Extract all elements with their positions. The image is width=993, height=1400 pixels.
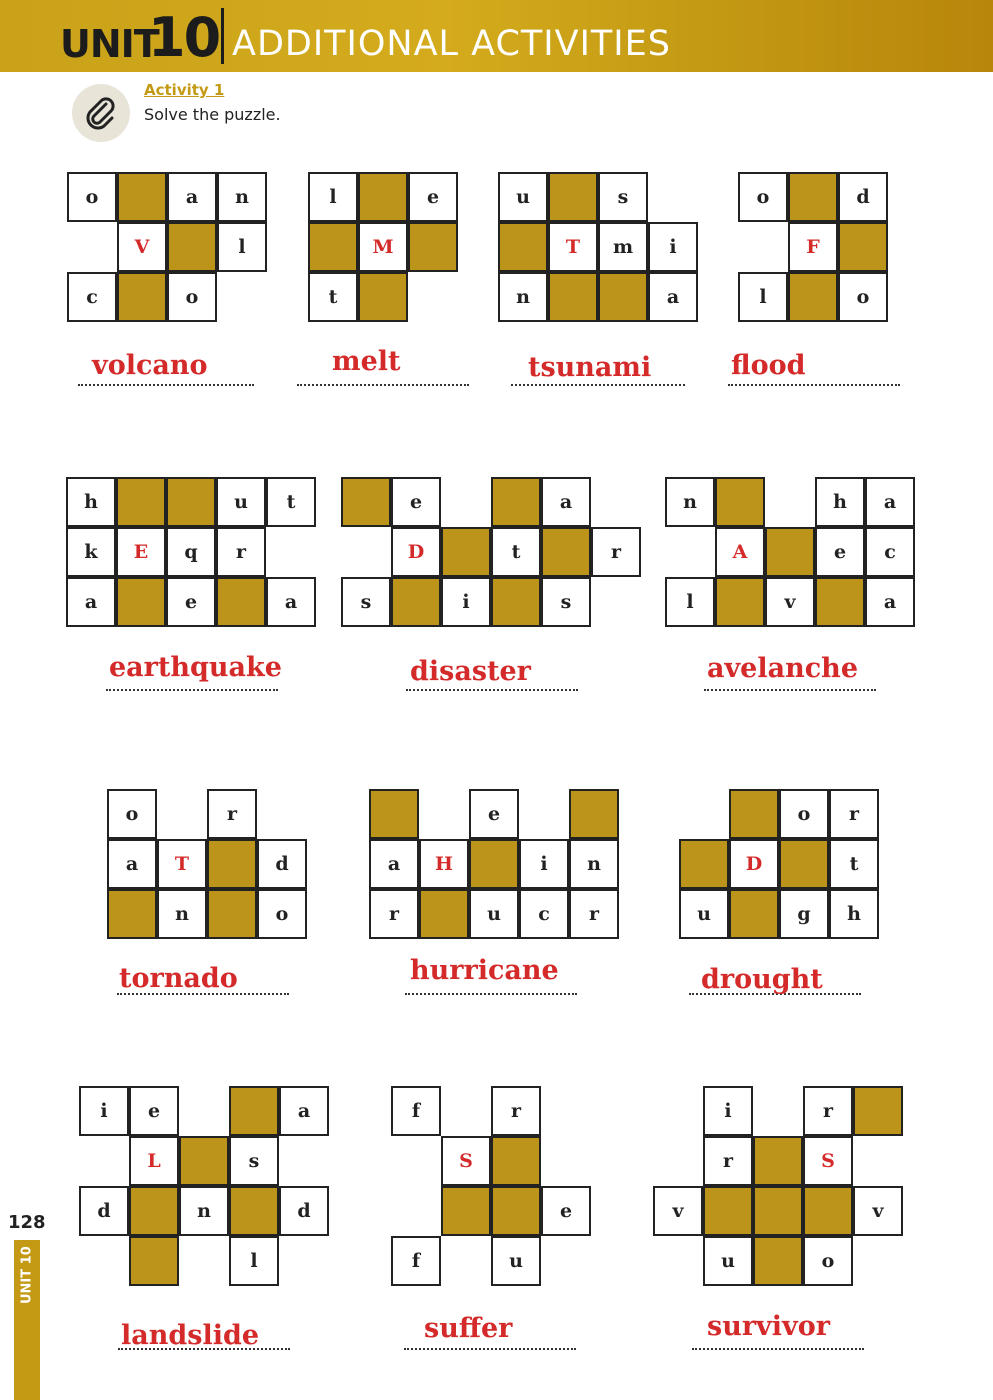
paperclip-icon [72,84,130,142]
shaded-cell [569,789,619,839]
letter-cell: E [116,527,166,577]
letter-cell: t [829,839,879,889]
answer-text: survivor [707,1311,830,1342]
letter-cell: o [67,172,117,222]
shaded-cell [229,1186,279,1236]
shaded-cell [129,1186,179,1236]
answer-line [78,384,254,386]
answer-line [106,689,278,691]
letter-cell: i [703,1086,753,1136]
letter-cell: t [266,477,316,527]
letter-cell: i [79,1086,129,1136]
shaded-cell [753,1236,803,1286]
letter-cell: h [815,477,865,527]
shaded-cell [391,577,441,627]
shaded-cell [765,527,815,577]
letter-cell: l [738,272,788,322]
answer-text: drought [701,964,823,995]
letter-cell: a [865,577,915,627]
letter-cell: a [66,577,116,627]
page-number: 128 [8,1212,46,1233]
letter-cell: o [738,172,788,222]
shaded-cell [853,1086,903,1136]
shaded-cell [679,839,729,889]
letter-cell: l [217,222,267,272]
letter-cell: r [207,789,257,839]
letter-cell: v [653,1186,703,1236]
letter-cell: u [703,1236,753,1286]
header-divider [221,8,224,64]
letter-cell: r [591,527,641,577]
letter-cell: i [648,222,698,272]
shaded-cell [753,1136,803,1186]
activity-label: Activity 1 [144,81,225,99]
shaded-cell [491,1186,541,1236]
shaded-cell [491,1136,541,1186]
letter-cell: o [257,889,307,939]
shaded-cell [838,222,888,272]
shaded-cell [548,272,598,322]
answer-text: melt [332,346,401,377]
letter-cell: r [829,789,879,839]
letter-cell: n [157,889,207,939]
letter-cell: a [279,1086,329,1136]
shaded-cell [116,577,166,627]
letter-cell: D [729,839,779,889]
letter-cell: s [598,172,648,222]
shaded-cell [491,577,541,627]
letter-cell: o [803,1236,853,1286]
answer-line [406,689,578,691]
answer-line [692,1348,864,1350]
letter-cell: o [838,272,888,322]
shaded-cell [469,839,519,889]
letter-cell: r [803,1086,853,1136]
shaded-cell [116,477,166,527]
shaded-cell [788,272,838,322]
shaded-cell [419,889,469,939]
letter-cell: n [179,1186,229,1236]
letter-cell: r [569,889,619,939]
shaded-cell [715,577,765,627]
letter-cell: i [441,577,491,627]
shaded-cell [216,577,266,627]
letter-cell: q [166,527,216,577]
letter-cell: h [66,477,116,527]
letter-cell: c [865,527,915,577]
letter-cell: d [257,839,307,889]
letter-cell: n [217,172,267,222]
answer-text: tornado [119,963,238,994]
answer-text: disaster [410,656,531,687]
letter-cell: H [419,839,469,889]
side-unit-label: UNIT 10 [19,1246,35,1304]
letter-cell: L [129,1136,179,1186]
shaded-cell [308,222,358,272]
page-title: ADDITIONAL ACTIVITIES [232,24,671,64]
letter-cell: a [541,477,591,527]
letter-cell: f [391,1236,441,1286]
letter-cell: u [491,1236,541,1286]
answer-text: landslide [121,1320,260,1351]
letter-cell: f [391,1086,441,1136]
letter-cell: c [67,272,117,322]
letter-cell: o [167,272,217,322]
unit-number: 10 [148,6,220,69]
shaded-cell [107,889,157,939]
answer-line [704,689,876,691]
answer-text: flood [731,350,806,381]
letter-cell: o [107,789,157,839]
letter-cell: a [648,272,698,322]
letter-cell: r [703,1136,753,1186]
letter-cell: S [803,1136,853,1186]
letter-cell: e [469,789,519,839]
shaded-cell [358,272,408,322]
shaded-cell [753,1186,803,1236]
letter-cell: d [279,1186,329,1236]
letter-cell: h [829,889,879,939]
shaded-cell [341,477,391,527]
shaded-cell [358,172,408,222]
letter-cell: u [498,172,548,222]
answer-line [728,384,900,386]
letter-cell: n [569,839,619,889]
shaded-cell [207,889,257,939]
shaded-cell [498,222,548,272]
shaded-cell [408,222,458,272]
letter-cell: l [665,577,715,627]
shaded-cell [729,889,779,939]
answer-text: hurricane [410,955,559,986]
letter-cell: e [166,577,216,627]
unit-word: UNIT [60,22,159,66]
shaded-cell [117,172,167,222]
letter-cell: e [391,477,441,527]
answer-line [297,384,469,386]
letter-cell: D [391,527,441,577]
letter-cell: r [216,527,266,577]
activity-instruction: Solve the puzzle. [144,105,281,124]
shaded-cell [491,477,541,527]
letter-cell: d [79,1186,129,1236]
letter-cell: v [765,577,815,627]
letter-cell: a [167,172,217,222]
letter-cell: A [715,527,765,577]
letter-cell: c [519,889,569,939]
answer-line [405,993,577,995]
shaded-cell [207,839,257,889]
letter-cell: i [519,839,569,889]
shaded-cell [815,577,865,627]
letter-cell: o [779,789,829,839]
answer-line [404,1348,576,1350]
letter-cell: M [358,222,408,272]
letter-cell: n [498,272,548,322]
unit-header [0,0,993,72]
letter-cell: s [541,577,591,627]
shaded-cell [703,1186,753,1236]
shaded-cell [803,1186,853,1236]
letter-cell: v [853,1186,903,1236]
shaded-cell [179,1136,229,1186]
letter-cell: a [266,577,316,627]
letter-cell: t [491,527,541,577]
letter-cell: F [788,222,838,272]
letter-cell: n [665,477,715,527]
letter-cell: e [408,172,458,222]
letter-cell: l [229,1236,279,1286]
letter-cell: a [107,839,157,889]
shaded-cell [788,172,838,222]
letter-cell: S [441,1136,491,1186]
letter-cell: t [308,272,358,322]
answer-text: volcano [92,350,208,381]
answer-text: avelanche [707,653,858,684]
letter-cell: e [815,527,865,577]
answer-text: suffer [424,1313,513,1344]
shaded-cell [166,477,216,527]
letter-cell: l [308,172,358,222]
letter-cell: r [491,1086,541,1136]
shaded-cell [715,477,765,527]
shaded-cell [117,272,167,322]
letter-cell: s [229,1136,279,1186]
answer-line [511,384,685,386]
shaded-cell [548,172,598,222]
letter-cell: s [341,577,391,627]
letter-cell: a [865,477,915,527]
shaded-cell [229,1086,279,1136]
shaded-cell [129,1236,179,1286]
letter-cell: a [369,839,419,889]
shaded-cell [167,222,217,272]
letter-cell: e [541,1186,591,1236]
letter-cell: u [216,477,266,527]
letter-cell: u [469,889,519,939]
shaded-cell [779,839,829,889]
shaded-cell [441,527,491,577]
letter-cell: T [157,839,207,889]
letter-cell: d [838,172,888,222]
letter-cell: m [598,222,648,272]
letter-cell: u [679,889,729,939]
letter-cell: V [117,222,167,272]
letter-cell: k [66,527,116,577]
letter-cell: e [129,1086,179,1136]
letter-cell: g [779,889,829,939]
shaded-cell [598,272,648,322]
shaded-cell [441,1186,491,1236]
answer-text: earthquake [109,652,282,683]
shaded-cell [369,789,419,839]
shaded-cell [541,527,591,577]
letter-cell: T [548,222,598,272]
letter-cell: r [369,889,419,939]
answer-text: tsunami [528,352,652,383]
shaded-cell [729,789,779,839]
